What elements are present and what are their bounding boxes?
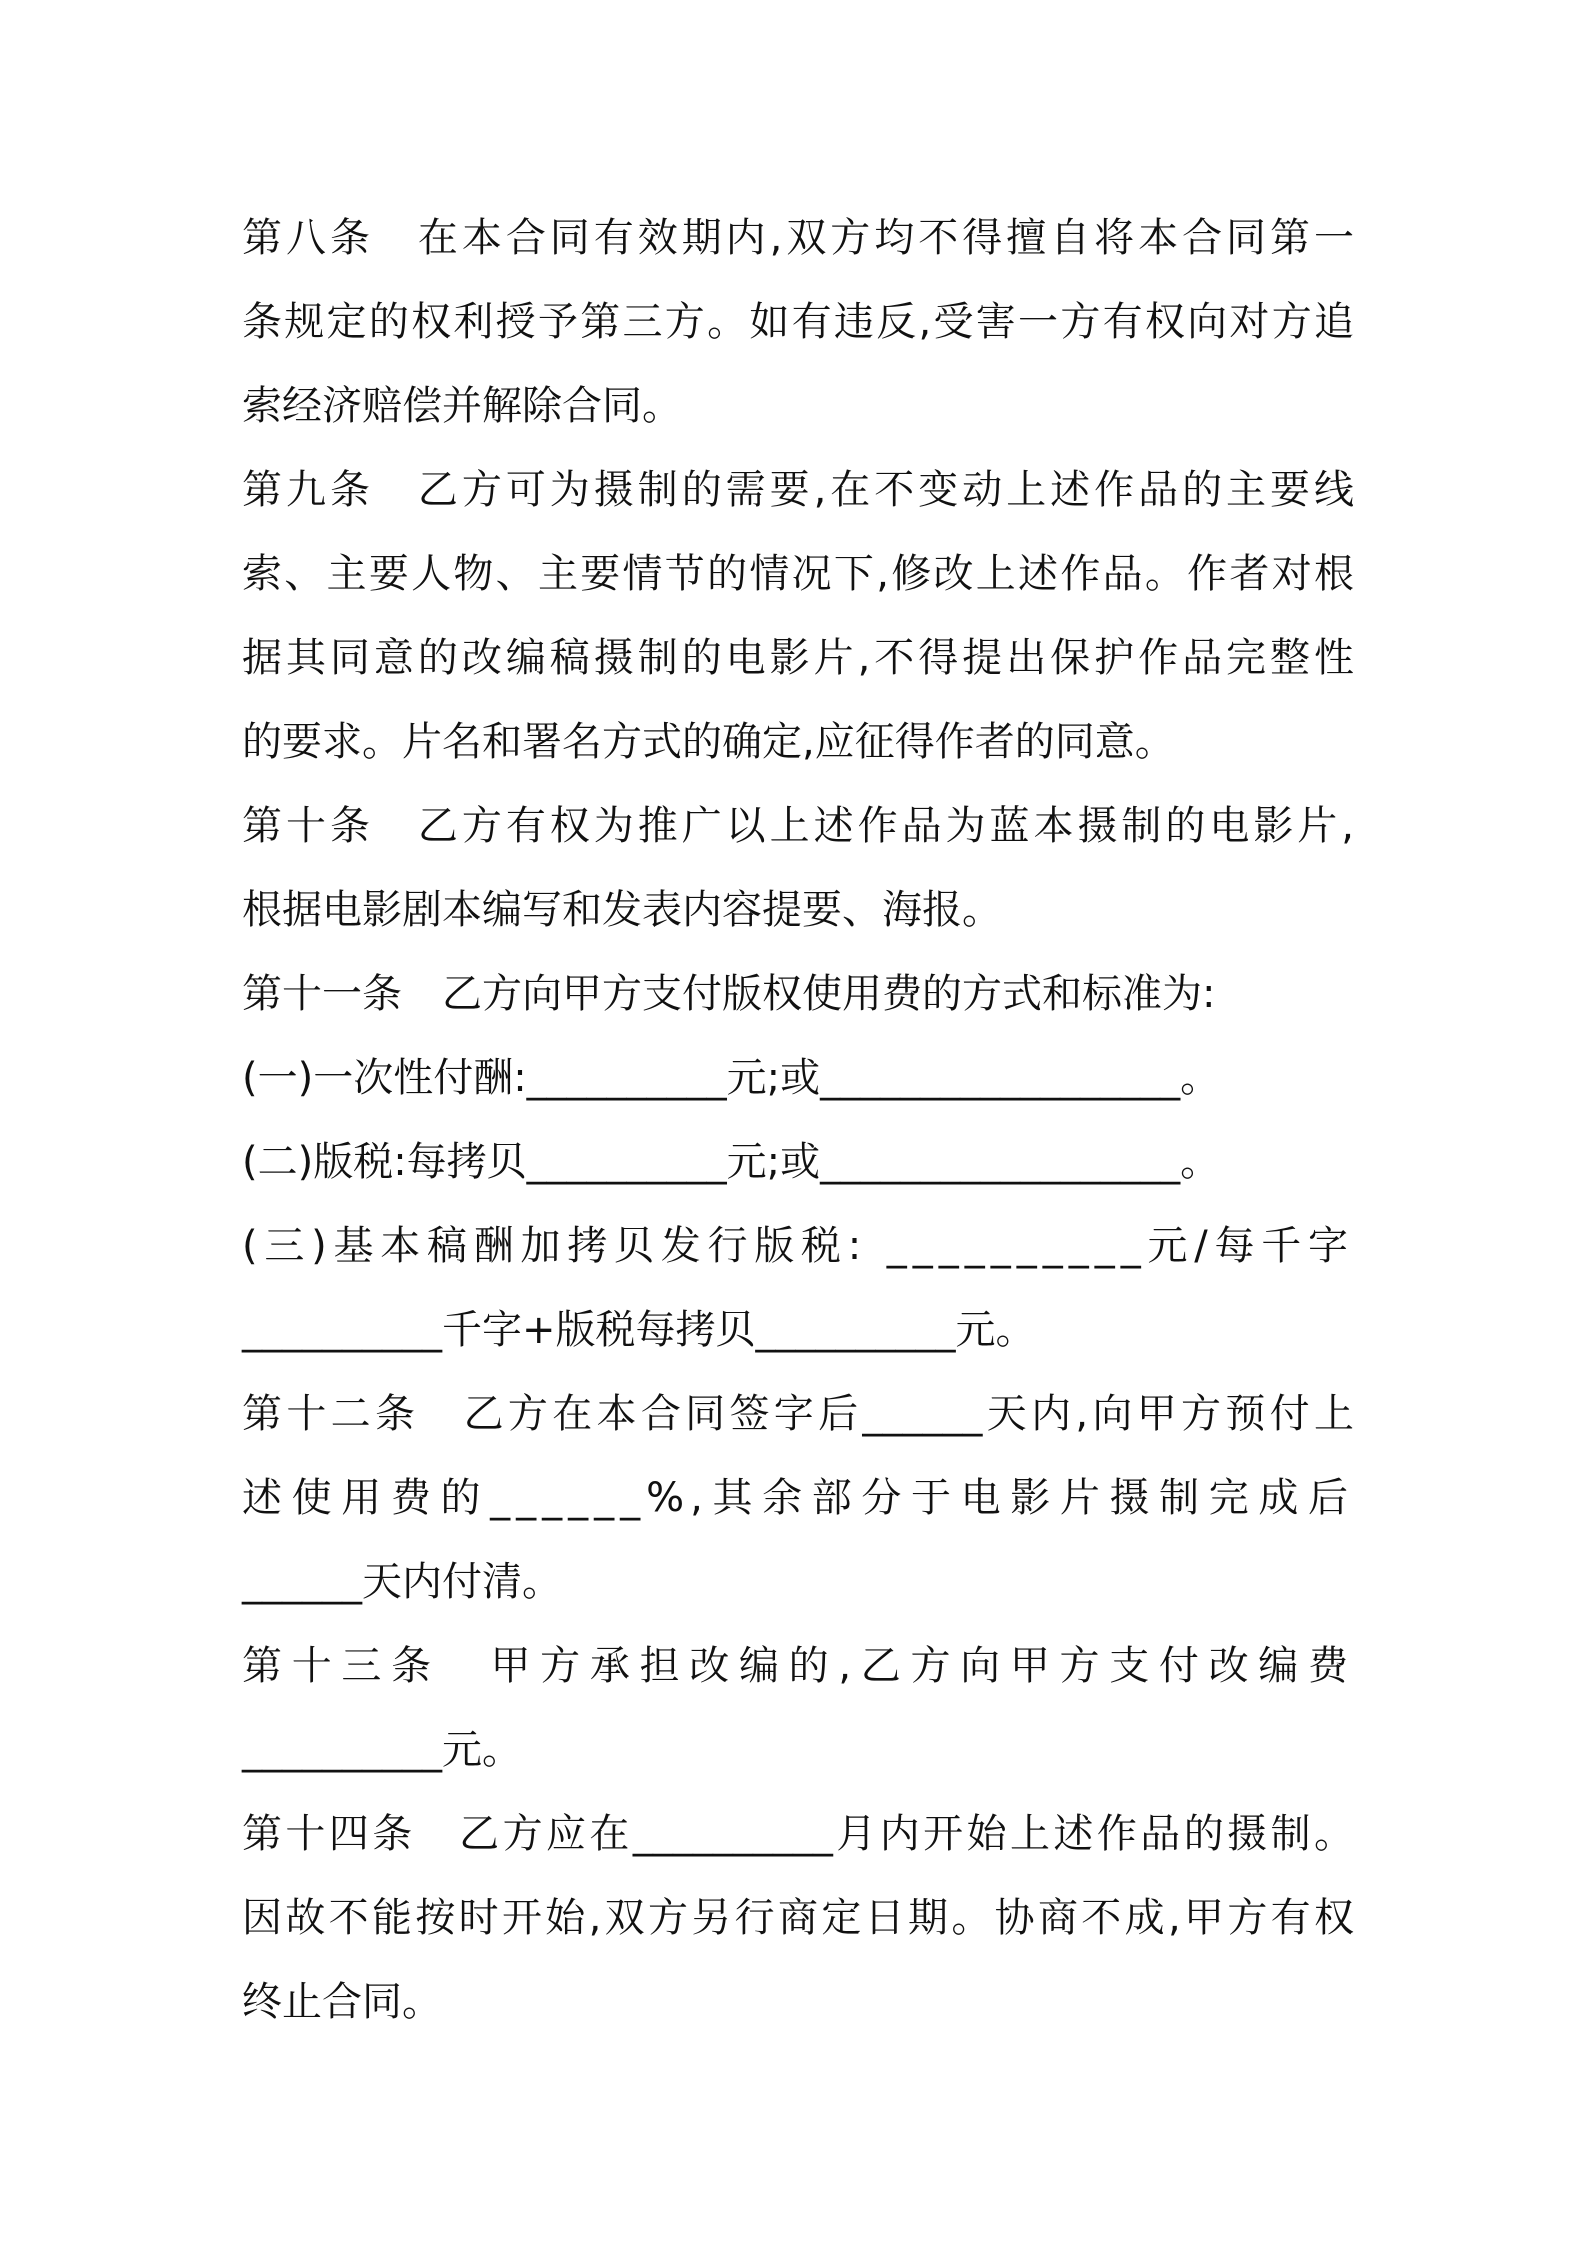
- text-line: __________千字+版税每拷贝__________元。: [242, 1307, 1036, 1353]
- text-line: 第十二条 乙方在本合同签字后______天内,向甲方预付上: [242, 1391, 1354, 1437]
- text-line: 第十三条 甲方承担改编的,乙方向甲方支付改编费: [242, 1643, 1354, 1689]
- text-line: 因故不能按时开始,双方另行商定日期。协商不成,甲方有权: [242, 1895, 1354, 1941]
- text-line: 第八条 在本合同有效期内,双方均不得擅自将本合同第一: [242, 215, 1354, 261]
- text-line: 述使用费的______%,其余部分于电影片摄制完成后: [242, 1475, 1354, 1521]
- contract-text: [242, 196, 1354, 2044]
- text-line: 第十条 乙方有权为推广以上述作品为蓝本摄制的电影片,: [242, 803, 1354, 849]
- text-line: ______天内付清。: [242, 1559, 562, 1605]
- text-line: 索、主要人物、主要情节的情况下,修改上述作品。作者对根: [242, 551, 1354, 597]
- text-line: 第十四条 乙方应在__________月内开始上述作品的摄制。: [242, 1811, 1354, 1857]
- text-line: 第十一条 乙方向甲方支付版权使用费的方式和标准为:: [242, 971, 1216, 1017]
- text-line: 条规定的权利授予第三方。如有违反,受害一方有权向对方追: [242, 299, 1354, 345]
- text-line: 根据电影剧本编写和发表内容提要、海报。: [242, 887, 1002, 933]
- text-line: 终止合同。: [242, 1979, 442, 2025]
- text-line: (三)基本稿酬加拷贝发行版税: __________元/每千字: [242, 1223, 1354, 1269]
- text-line: 的要求。片名和署名方式的确定,应征得作者的同意。: [242, 719, 1175, 765]
- text-line: (一)一次性付酬:__________元;或__________________。: [242, 1055, 1221, 1101]
- text-line: (二)版税:每拷贝__________元;或__________________。: [242, 1139, 1221, 1185]
- text-line: 索经济赔偿并解除合同。: [242, 383, 682, 429]
- text-line: 第九条 乙方可为摄制的需要,在不变动上述作品的主要线: [242, 467, 1354, 513]
- text-line: __________元。: [242, 1727, 522, 1773]
- text-line: 据其同意的改编稿摄制的电影片,不得提出保护作品完整性: [242, 635, 1354, 681]
